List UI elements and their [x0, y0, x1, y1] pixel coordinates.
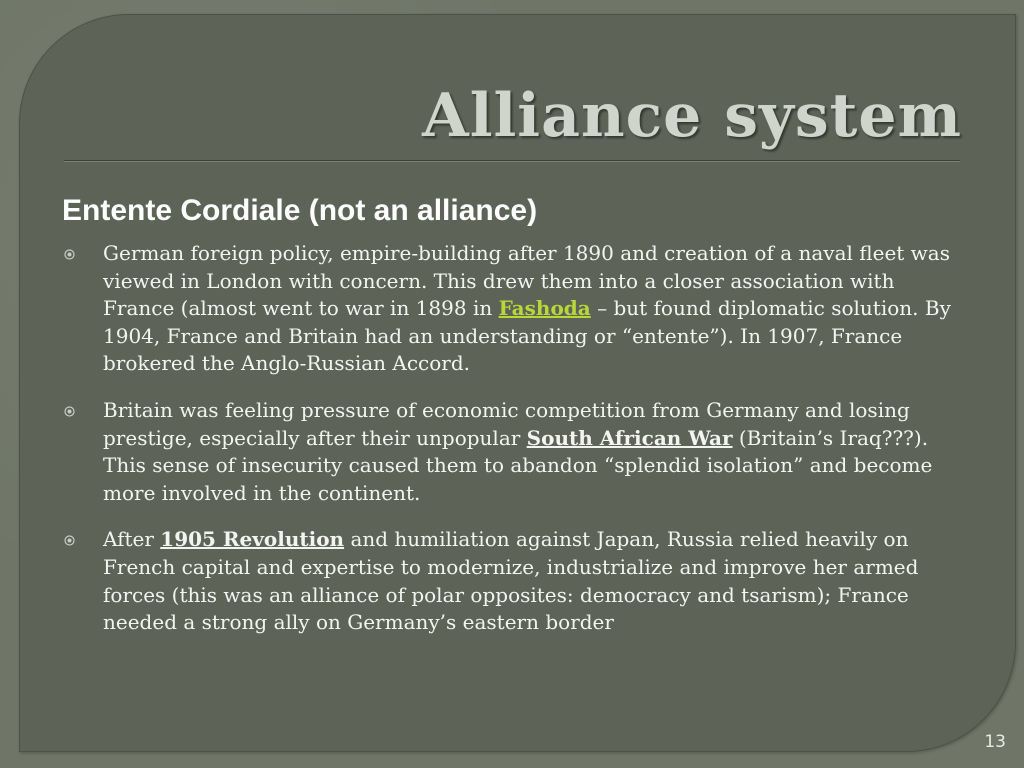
bullet-text: – but found diplomatic solution. By 1904, France and Britain had an understanding or “entente”). In 1907, France brokered the Anglo-Russian Accord.: [103, 296, 951, 376]
circled-dot-icon: [64, 535, 75, 546]
bullet-text: After: [103, 527, 161, 552]
bullet-list: [62, 240, 962, 656]
bullet-item-fashoda: [62, 240, 962, 378]
circled-dot-icon: [64, 406, 75, 417]
bullet-text: German foreign policy, empire-building after 1890 and creation of a naval fleet was viewed in London with concern. This drew them into a closer association with France (almost went to war in 1898 in: [103, 241, 950, 321]
bullet-item-1905-revolution: [62, 526, 962, 636]
page-number: 13: [984, 732, 1006, 752]
south-african-war-link[interactable]: South African War: [526, 425, 733, 450]
bullet-text: Britain was feeling pressure of economic competition from Germany and losing prestige, especially after their unpopular: [103, 397, 910, 450]
slide-subtitle: Entente Cordiale (not an alliance): [62, 194, 538, 227]
1905-revolution-link[interactable]: 1905 Revolution: [160, 527, 345, 552]
slide-title: Alliance system: [422, 81, 962, 151]
bullet-item-south-african-war: [62, 397, 962, 507]
title-divider: [64, 160, 960, 162]
circled-dot-icon: [64, 249, 75, 260]
bullet-text: and humiliation against Japan, Russia relied heavily on French capital and expertise to modernize, industrialize and improve her armed forces (this was an alliance of polar opposites: democracy and tsarism); France needed a strong ally on Germany’s eastern border: [103, 527, 919, 635]
fashoda-link[interactable]: Fashoda: [498, 296, 591, 321]
bullet-text: (Britain’s Iraq???). This sense of insecurity caused them to abandon “splendid isolation” and become more involved in the continent.: [103, 425, 933, 505]
